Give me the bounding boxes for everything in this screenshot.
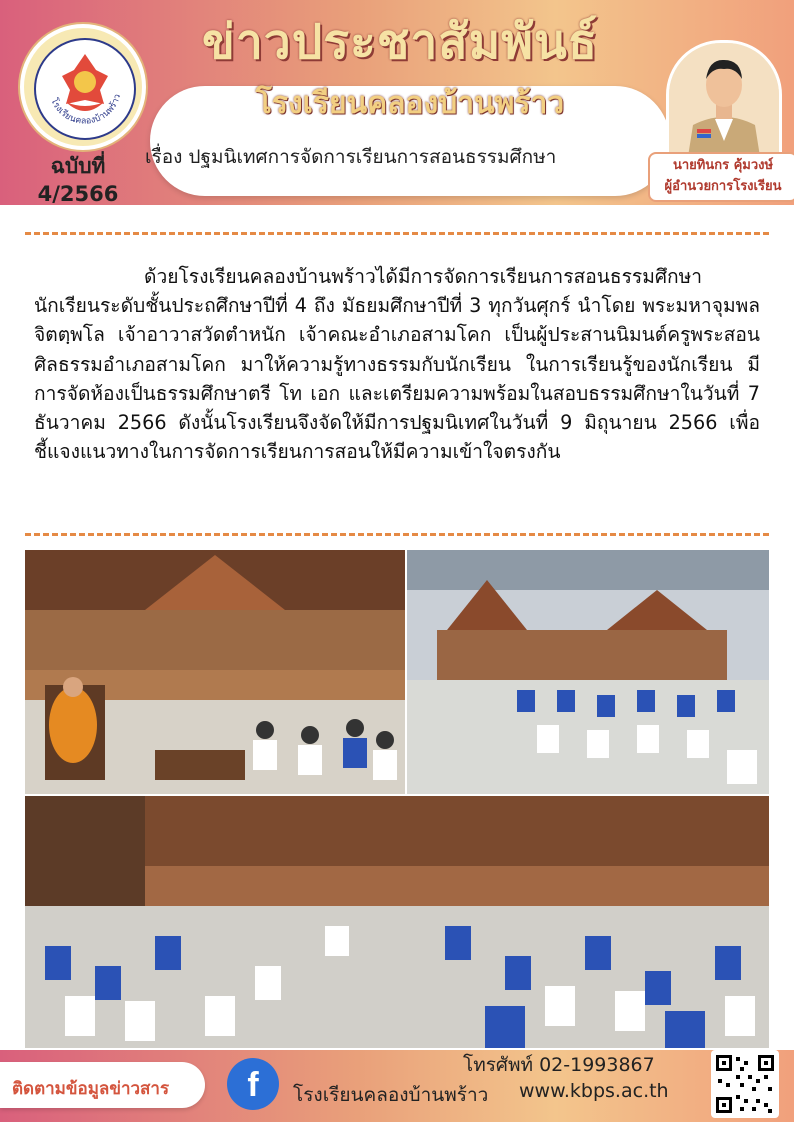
director-portrait-icon <box>669 43 779 163</box>
photo-assembly-wide <box>25 796 769 1048</box>
school-title: โรงเรียนคลองบ้านพร้าว <box>255 86 565 121</box>
director-caption <box>648 152 794 202</box>
headline: ข่าวประชาสัมพันธ์ <box>202 14 598 70</box>
school-logo-emblem <box>34 38 136 140</box>
news-subject: เรื่อง ปฐมนิเทศการจัดการเรียนการสอนธรรมศึกษา <box>145 146 557 168</box>
article-body <box>34 262 760 466</box>
website-link[interactable]: www.kbps.ac.th <box>519 1080 669 1102</box>
director-name: นายทินกร คุ้มวงษ์ <box>672 158 774 173</box>
top-divider <box>25 232 769 235</box>
photo-students-seated <box>407 550 769 794</box>
phone-number: โทรศัพท์ 02-1993867 <box>463 1054 655 1076</box>
director-title: ผู้อำนวยการโรงเรียน <box>664 179 782 194</box>
facebook-icon[interactable]: f <box>227 1058 279 1110</box>
follow-label: ติดตามข้อมูลข่าวสาร <box>12 1079 170 1099</box>
bottom-divider <box>25 533 769 536</box>
school-logo <box>20 24 146 150</box>
director-photo <box>666 40 782 166</box>
article-paragraph: ด้วยโรงเรียนคลองบ้านพร้าวได้มีการจัดการเรียนการสอนธรรมศึกษานักเรียนระดับชั้นประถศึกษาปีที่ 4 ถึง มัธยมศึกษาปีที่ 3 ทุกวันศุกร์ นำโดย พระมหาจุมพล จิตตฺพโล เจ้าอาวาสวัดตำหนัก เจ้าคณะอำเภอสามโคก เป็นผู้ประสานนิมนต์ครูพระสอนศิลธรรมอำเภอสามโคก มาให้ความรู้ทางธรรมกับนักเรียน ในการเรียนรู้ของนักเรียน มีการจัดห้องเป็นธรรมศึกษาตรี โท เอก และเตรียมความพร้อมในสอบธรรมศึกษาในวันที่ 7 ธันวาคม 2566 ดังนั้นโรงเรียนจึงจัดให้มีการปฐมนิเทศในวันที่ 9 มิถุนายน 2566 เพื่อชี้แจงแนวทางในการจัดการเรียนการสอนให้มีความเข้าใจตรงกัน <box>34 265 760 464</box>
qr-code-icon[interactable] <box>711 1050 779 1118</box>
issue-label: ฉบับที่ <box>50 154 106 178</box>
school-emblem-icon <box>36 40 134 138</box>
footer-school-name[interactable]: โรงเรียนคลองบ้านพร้าว <box>293 1084 489 1106</box>
logo-text: โรงเรียนคลองบ้านพร้าว <box>48 93 124 127</box>
issue-number: 4/2566 <box>37 182 119 206</box>
photo-monk-hall <box>25 550 405 794</box>
